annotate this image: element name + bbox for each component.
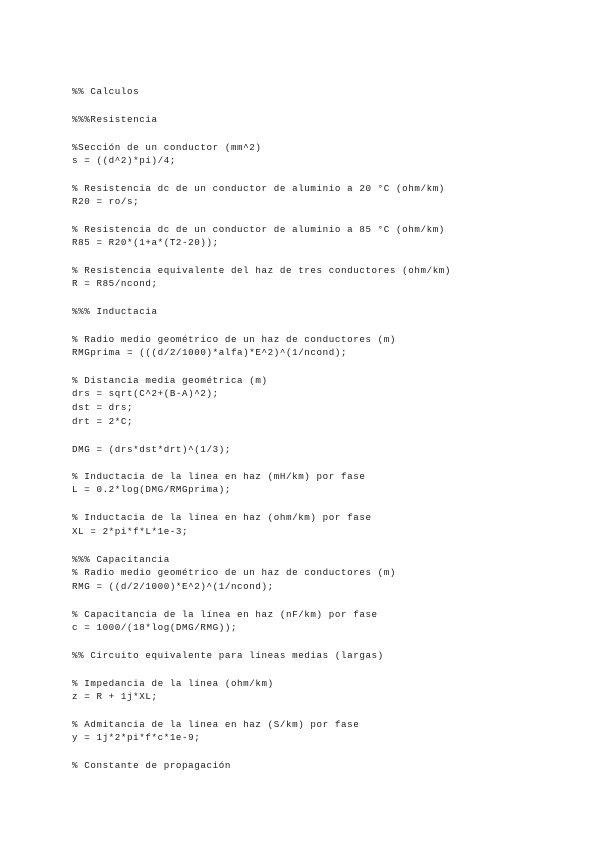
subsection-heading-capacitancia: %%% Capacitancia: [72, 554, 170, 565]
code-line: R20 = ro/s;: [72, 196, 140, 207]
code-line: DMG = (drs*dst*drt)^(1/3);: [72, 444, 231, 455]
code-comment: % Resistencia dc de un conductor de aluminio a 85 °C (ohm/km): [72, 224, 445, 235]
code-line: drt = 2*C;: [72, 416, 134, 427]
code-line: s = ((d^2)*pi)/4;: [72, 155, 176, 166]
code-line: z = R + 1j*XL;: [72, 691, 158, 702]
code-comment: % Resistencia dc de un conductor de aluminio a 20 °C (ohm/km): [72, 183, 445, 194]
code-line: y = 1j*2*pi*f*c*1e-9;: [72, 732, 201, 743]
code-comment: % Resistencia equivalente del haz de tres conductores (ohm/km): [72, 265, 452, 276]
section-heading-circuito-equivalente: %% Circuito equivalente para líneas medias (largas): [72, 650, 384, 661]
code-line: XL = 2*pi*f*L*1e-3;: [72, 526, 189, 537]
code-line: R85 = R20*(1+a*(T2-20));: [72, 237, 219, 248]
code-line: R = R85/ncond;: [72, 278, 158, 289]
subsection-heading-resistencia: %%%Resistencia: [72, 114, 158, 125]
section-heading-calculos: %% Calculos: [72, 86, 140, 97]
code-line: RMG = ((d/2/1000)*E^2)^(1/ncond);: [72, 581, 274, 592]
code-comment: % Capacitancia de la línea en haz (nF/km) por fase: [72, 609, 378, 620]
subsection-heading-inductacia: %%% Inductacia: [72, 306, 158, 317]
code-line: drs = sqrt(C^2+(B-A)^2);: [72, 388, 219, 399]
code-comment: % Constante de propagación: [72, 760, 231, 771]
code-line: L = 0.2*log(DMG/RMGprima);: [72, 484, 231, 495]
code-line: RMGprima = (((d/2/1000)*alfa)*E^2)^(1/ncond);: [72, 347, 348, 358]
code-comment: % Impedancia de la línea (ohm/km): [72, 678, 274, 689]
code-comment: % Inductacia de la línea en haz (ohm/km) por fase: [72, 512, 372, 523]
code-comment: % Radio medio geométrico de un haz de conductores (m): [72, 567, 397, 578]
code-comment: %Sección de un conductor (mm^2): [72, 142, 262, 153]
code-comment: % Inductacia de la línea en haz (mH/km) por fase: [72, 471, 366, 482]
code-comment: % Admitancia de la línea en haz (S/km) por fase: [72, 719, 360, 730]
code-comment: % Radio medio geométrico de un haz de conductores (m): [72, 334, 397, 345]
code-line: dst = drs;: [72, 402, 134, 413]
code-line: c = 1000/(18*log(DMG/RMG));: [72, 622, 238, 633]
code-comment: % Distancia media geométrica (m): [72, 375, 268, 386]
